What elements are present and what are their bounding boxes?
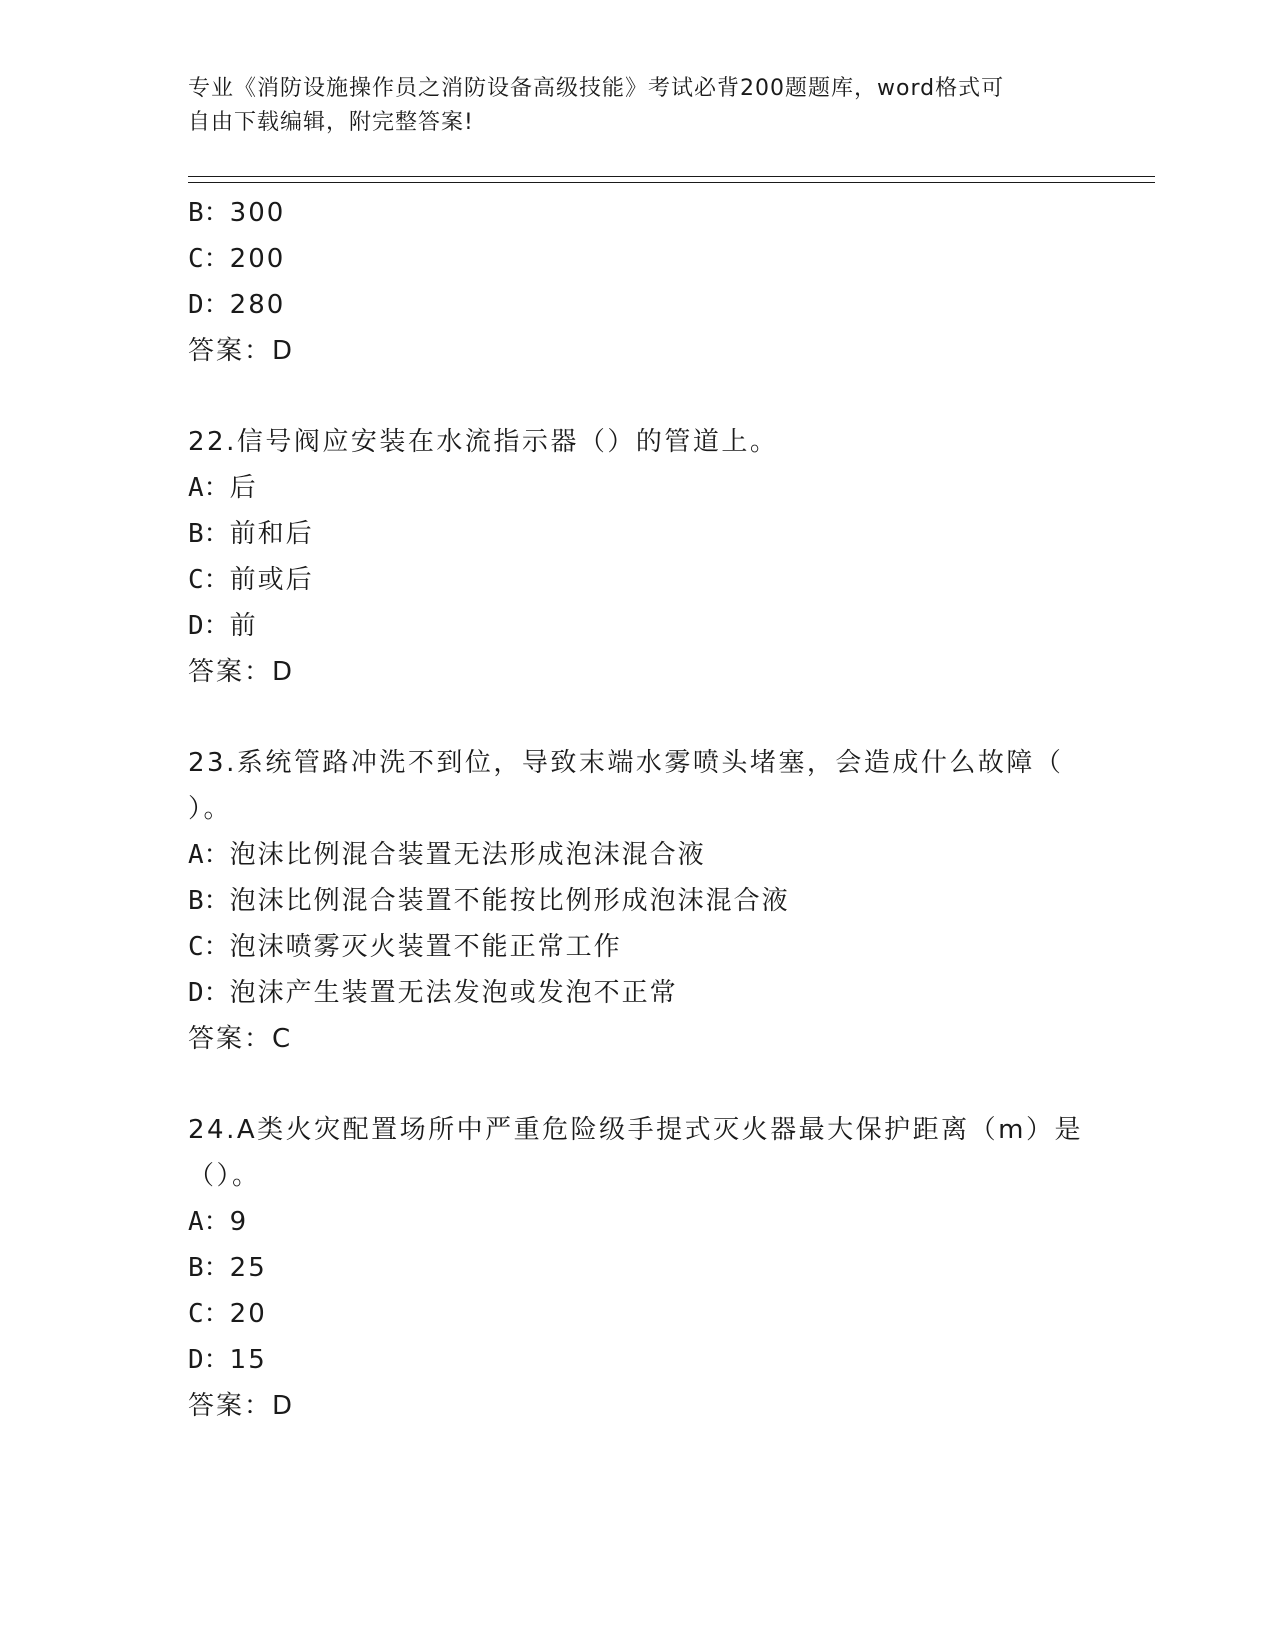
option-label: C： — [188, 932, 230, 962]
option-text: 200 — [229, 244, 286, 274]
answer-line: 答案：D — [188, 657, 295, 687]
option-a — [188, 832, 1088, 878]
answer-line: 答案：C — [188, 1024, 293, 1054]
option-text: 泡沫比例混合装置无法形成泡沫混合液 — [229, 840, 706, 870]
option-label: D： — [188, 1345, 230, 1375]
question-22 — [188, 419, 1088, 695]
question-stem-line-2: ）。 — [188, 794, 233, 824]
question-23 — [188, 740, 1088, 1062]
question-21-continued — [188, 190, 1088, 374]
answer-line: 答案：D — [188, 336, 295, 366]
option-d — [188, 970, 1088, 1016]
header-divider-top — [188, 176, 1155, 177]
option-text: 泡沫比例混合装置不能按比例形成泡沫混合液 — [229, 886, 790, 916]
option-label: B： — [188, 1253, 230, 1283]
question-24 — [188, 1107, 1088, 1429]
option-text: 300 — [229, 198, 286, 228]
header-line-2: 自由下载编辑，附完整答案! — [188, 110, 474, 135]
option-label: D： — [188, 611, 230, 641]
option-label: C： — [188, 244, 230, 274]
option-label: C： — [188, 565, 230, 595]
header-line-1: 专业《消防设施操作员之消防设备高级技能》考试必背200题题库，word格式可 — [188, 76, 1005, 101]
question-stem-line-2: （）。 — [188, 1161, 261, 1191]
option-d — [188, 603, 1088, 649]
option-d — [188, 1337, 1088, 1383]
option-label: D： — [188, 978, 230, 1008]
document-header — [188, 72, 1088, 140]
option-label: A： — [188, 473, 230, 503]
question-stem — [188, 1107, 1083, 1199]
option-text: 15 — [229, 1345, 267, 1375]
spacer — [188, 374, 1088, 419]
option-b — [188, 190, 1088, 236]
option-text: 泡沫产生装置无法发泡或发泡不正常 — [229, 978, 678, 1008]
option-label: D： — [188, 290, 230, 320]
option-a — [188, 465, 1088, 511]
option-c — [188, 1291, 1088, 1337]
option-text: 前和后 — [229, 519, 314, 549]
option-a — [188, 1199, 1088, 1245]
header-divider-bottom — [188, 182, 1155, 183]
option-text: 前或后 — [229, 565, 314, 595]
option-d — [188, 282, 1088, 328]
option-label: A： — [188, 1207, 230, 1237]
question-stem — [188, 740, 1078, 832]
option-text: 泡沫喷雾灭火装置不能正常工作 — [229, 932, 622, 962]
option-text: 后 — [229, 473, 258, 503]
option-label: C： — [188, 1299, 230, 1329]
option-text: 9 — [229, 1207, 249, 1237]
option-text: 20 — [229, 1299, 267, 1329]
spacer — [188, 1062, 1088, 1107]
option-label: B： — [188, 198, 230, 228]
answer-line: 答案：D — [188, 1391, 295, 1421]
option-c — [188, 236, 1088, 282]
option-text: 280 — [229, 290, 286, 320]
question-stem-line-1: 23.系统管路冲洗不到位，导致末端水雾喷头堵塞，会造成什么故障（ — [188, 748, 1064, 778]
option-b — [188, 878, 1088, 924]
option-text: 前 — [229, 611, 258, 641]
question-list — [188, 190, 1088, 1429]
option-b — [188, 511, 1088, 557]
option-c — [188, 924, 1088, 970]
option-label: A： — [188, 840, 230, 870]
question-stem — [188, 419, 1078, 465]
option-label: B： — [188, 519, 230, 549]
question-stem-line-1: 22.信号阀应安装在水流指示器（）的管道上。 — [188, 427, 779, 457]
option-c — [188, 557, 1088, 603]
option-b — [188, 1245, 1088, 1291]
spacer — [188, 695, 1088, 740]
option-text: 25 — [229, 1253, 267, 1283]
question-stem-line-1: 24.A类火灾配置场所中严重危险级手提式灭火器最大保护距离（m）是 — [188, 1115, 1083, 1145]
option-label: B： — [188, 886, 230, 916]
